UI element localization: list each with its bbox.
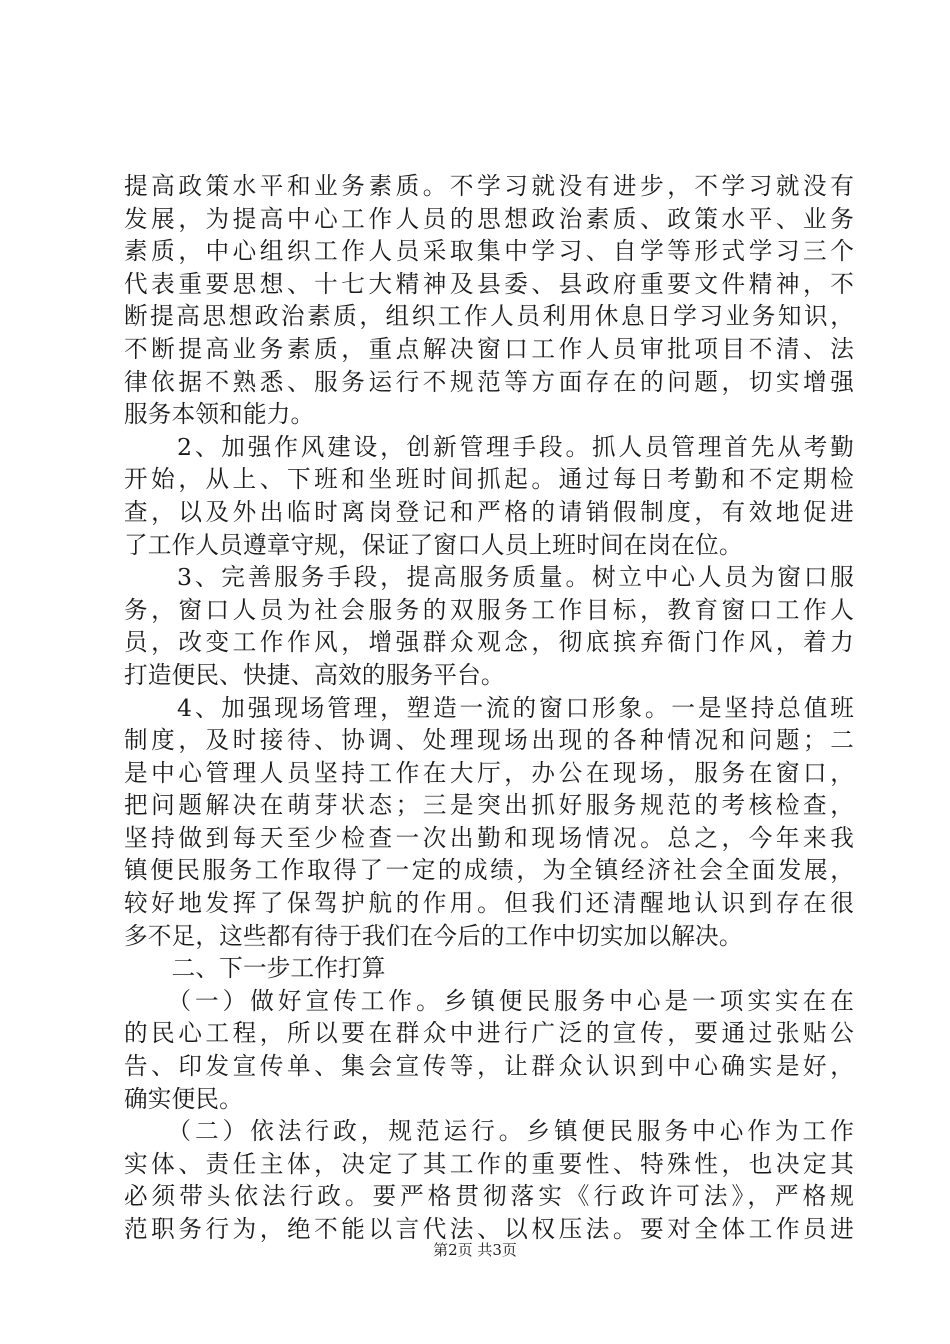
text-line: 告、印发宣传单、集会宣传等，让群众认识到中心确实是好， <box>124 1052 854 1081</box>
text-line: 查，以及外出临时离岗登记和严格的请销假制度，有效地促进 <box>124 497 854 526</box>
text-line: 制度，及时接待、协调、处理现场出现的各种情况和问题；二 <box>124 726 854 755</box>
text-line: 不断提高业务素质，重点解决窗口工作人员审批项目不清、法 <box>124 334 854 363</box>
text-line: 确实便民。 <box>124 1084 243 1113</box>
text-line: 镇便民服务工作取得了一定的成绩，为全镇经济社会全面发展， <box>124 856 854 885</box>
text-line: 务，窗口人员为社会服务的双服务工作目标，教育窗口工作人 <box>124 595 854 624</box>
text-line: 实体、责任主体，决定了其工作的重要性、特殊性，也决定其 <box>124 1149 854 1178</box>
text-line: 的民心工程，所以要在群众中进行广泛的宣传，要通过张贴公 <box>124 1019 854 1048</box>
text-line: 律依据不熟悉、服务运行不规范等方面存在的问题，切实增强 <box>124 367 854 396</box>
text-line: 员，改变工作作风，增强群众观念，彻底摈弃衙门作风，着力 <box>124 628 854 657</box>
text-line: 必须带头依法行政。要严格贯彻落实《行政许可法》，严格规 <box>124 1182 854 1211</box>
text-line: （二）依法行政，规范运行。乡镇便民服务中心作为工作 <box>124 1117 854 1146</box>
text-line: 多不足，这些都有待于我们在今后的工作中切实加以解决。 <box>124 921 743 950</box>
text-line: 4、加强现场管理，塑造一流的窗口形象。一是坚持总值班 <box>124 693 854 722</box>
text-line: 提高政策水平和业务素质。不学习就没有进步，不学习就没有 <box>124 172 854 200</box>
text-line: 把问题解决在萌芽状态；三是突出抓好服务规范的考核检查， <box>124 791 854 820</box>
section-heading: 二、下一步工作打算 <box>124 954 386 983</box>
text-line: 断提高思想政治素质，组织工作人员利用休息日学习业务知识， <box>124 302 854 331</box>
text-line: 2、加强作风建设，创新管理手段。抓人员管理首先从考勤 <box>124 432 854 461</box>
text-line: （一）做好宣传工作。乡镇便民服务中心是一项实实在在 <box>124 986 854 1015</box>
text-line: 了工作人员遵章守规，保证了窗口人员上班时间在岗在位。 <box>124 530 743 559</box>
text-line: 代表重要思想、十七大精神及县委、县政府重要文件精神，不 <box>124 269 854 298</box>
text-line: 开始，从上、下班和坐班时间抓起。通过每日考勤和不定期检 <box>124 465 854 494</box>
text-line: 发展，为提高中心工作人员的思想政治素质、政策水平、业务 <box>124 204 854 233</box>
text-line: 服务本领和能力。 <box>124 400 315 429</box>
text-line: 素质，中心组织工作人员采取集中学习、自学等形式学习三个 <box>124 237 854 266</box>
text-line: 坚持做到每天至少检查一次出勤和现场情况。总之，今年来我 <box>124 823 854 852</box>
text-line: 3、完善服务手段，提高服务质量。树立中心人员为窗口服 <box>124 563 854 592</box>
text-line: 较好地发挥了保驾护航的作用。但我们还清醒地认识到存在很 <box>124 889 854 918</box>
text-line: 是中心管理人员坚持工作在大厅，办公在现场，服务在窗口， <box>124 758 854 787</box>
body-text <box>124 170 854 1246</box>
text-line: 范职务行为，绝不能以言代法、以权压法。要对全体工作员进 <box>124 1215 854 1243</box>
text-line: 打造便民、快捷、高效的服务平台。 <box>124 660 505 689</box>
page-footer: 第2页 共3页 <box>433 1241 517 1259</box>
